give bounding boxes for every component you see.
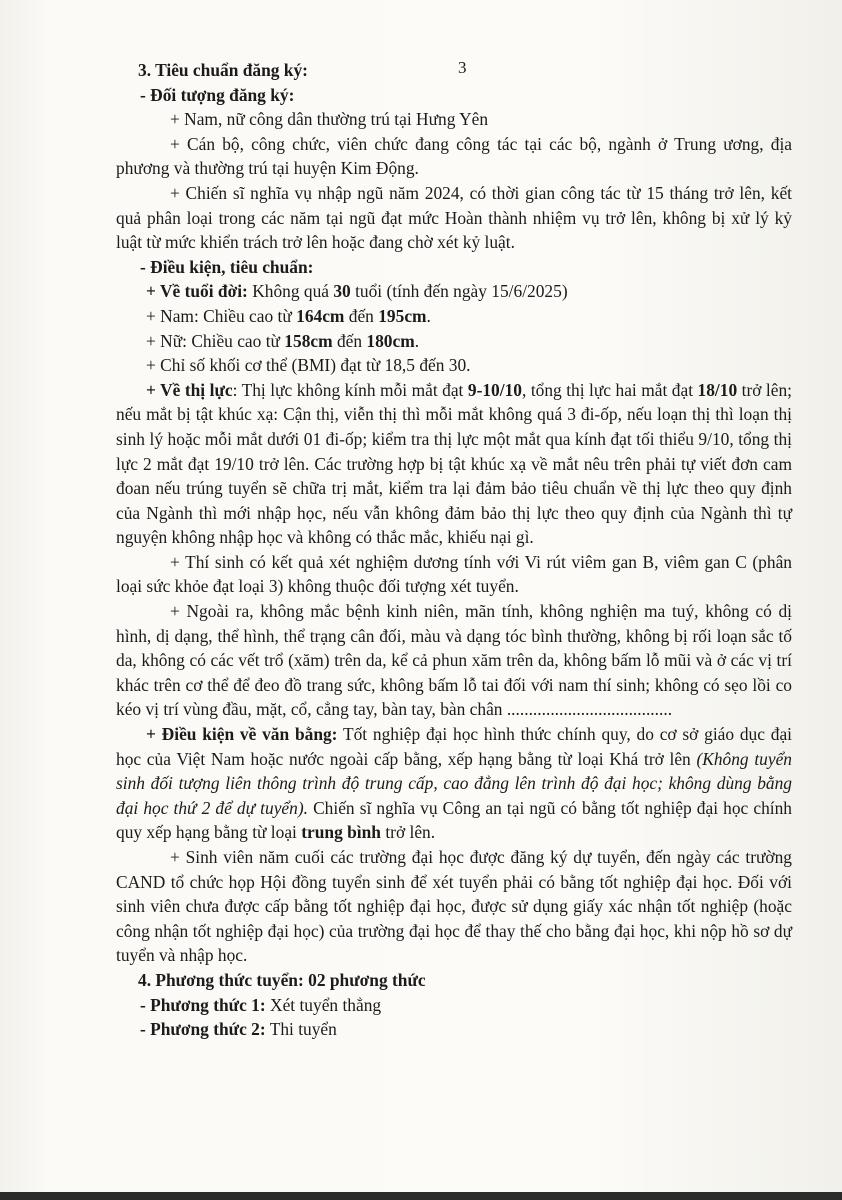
phuong-thuc-2 [116,1017,792,1042]
tuoi-doi-pre: Không quá [247,281,334,302]
tuoi-doi-paragraph [116,279,792,304]
van-bang-mid: Chiến sĩ nghĩa vụ Công an tại ngũ có bằng tốt nghiệp đại học chính quy xếp hạng bằng từ loại [116,797,792,843]
doi-tuong-heading: - Đối tượng đăng ký: [140,84,295,105]
page-number: 3 [458,58,467,77]
nu-height-pre: + Nữ: Chiều cao từ [146,330,285,351]
thi-luc-pre: : Thị lực không kính mỗi mắt đạt [232,379,468,400]
nam-height-paragraph [116,304,792,329]
tuoi-doi-post: tuổi (tính đến ngày 15/6/2025) [350,281,568,302]
section-4-title: 4. Phương thức tuyển: 02 phương thức [138,969,426,990]
nam-height-min: 164cm [296,305,345,326]
doi-tuong-item-3: + Chiến sĩ nghĩa vụ nhập ngũ năm 2024, có thời gian công tác từ 15 tháng trở lên, kết quả phân loại trong các năm tại ngũ đạt mức Hoàn thành nhiệm vụ trở lên, không bị xử lý kỷ luật từ mức khiển trách trở lên hoặc đang chờ xét kỷ luật. [116,182,792,253]
thi-luc-value-2: 18/10 [697,379,738,400]
thi-luc-label: + Về thị lực [146,379,233,400]
thi-luc-post: trở lên; nếu mắt bị tật khúc xạ: Cận thị, viễn thị thì mỗi mắt không quá 3 đi-ốp, nếu loạn thị thì loạn thị sinh lý hoặc mỗi mắt dưới 01 đi-ốp; kiểm tra thị lực một mắt qua kính đạt tối thiểu 9/10, tổng thị lực 2 mắt đạt 19/10 trở lên. Các trường hợp bị tật khúc xạ về mắt nêu trên phải tự viết đơn cam đoan nếu trúng tuyển sẽ chữa trị mắt, kiểm tra lại đảm bảo tiêu chuẩn về thị lực theo quy định của Ngành thì mới nhập học, nếu vẫn không đảm bảo thị lực theo quy định của Ngành thì tự nguyện không nhập học và không có thắc mắc, khiếu nại gì. [116,379,793,548]
phuong-thuc-1-label: - Phương thức 1: [140,994,266,1015]
nu-height-post: . [414,330,420,351]
section-3-title: 3. Tiêu chuẩn đăng ký: [138,60,308,80]
ngoai-ra-paragraph: + Ngoài ra, không mắc bệnh kinh niên, mãn tính, không nghiện ma tuý, không có dị hình, dị dạng, thể hình, thể trạng cân đối, màu và dạng tóc bình thường, không bị rối loạn sắc tố da, không có các vết trổ (xăm) trên da, kể cả phun xăm trên da, không bấm lỗ mũi và ở các vị trí khác trên cơ thể để đeo đồ trang sức, không bấm lỗ tai đối với nam thí sinh; không có sẹo lồi co kéo vị trí vùng đầu, mặt, cổ, cẳng tay, bàn tay, bàn chân ...................................... [116,601,792,720]
document-body [116,58,792,1042]
nu-height-max: 180cm [366,330,415,351]
scan-bottom-edge [0,1192,842,1200]
nu-height-paragraph [116,329,792,354]
tuoi-doi-value: 30 [333,281,351,302]
nam-height-post: . [426,305,431,326]
doi-tuong-item-1: + Nam, nữ công dân thường trú tại Hưng Yên [170,109,489,130]
nu-height-mid: đến [332,330,367,351]
van-bang-note: (Không tuyển sinh đối tượng liên thông trình độ trung cấp, cao đẳng lên trình độ đại học; không dùng bằng đại học thứ 2 để dự tuyển). [116,748,792,818]
dieu-kien-heading: - Điều kiện, tiêu chuẩn: [140,256,314,277]
thi-luc-value-1: 9-10/10 [467,379,522,400]
sinh-vien-paragraph: + Sinh viên năm cuối các trường đại học được đăng ký dự tuyển, đến ngày các trường CAND tổ chức họp Hội đồng tuyển sinh để xét tuyển phải có bằng tốt nghiệp đại học. Đối với sinh viên chưa được cấp bằng tốt nghiệp đại học, được sử dụng giấy xác nhận tốt nghiệp (hoặc công nhận tốt nghiệp đại học) của trường đại học để thay thế cho bằng đại học, khi nộp hồ sơ dự tuyển và nhập học. [116,847,792,966]
van-bang-post: trở lên. [380,822,436,843]
thi-luc-paragraph [116,378,792,550]
tuoi-doi-label: + Về tuổi đời: [146,281,248,302]
van-bang-label: + Điều kiện về văn bằng: [146,724,338,745]
nu-height-min: 158cm [284,330,333,351]
van-bang-rank: trung bình [301,822,381,843]
doi-tuong-item-2: + Cán bộ, công chức, viên chức đang công tác tại các bộ, ngành ở Trung ương, địa phương và thường trú tại huyện Kim Động. [116,133,792,179]
phuong-thuc-1-text: Xét tuyển thẳng [265,994,382,1015]
nam-height-pre: + Nam: Chiều cao từ [146,305,297,326]
phuong-thuc-1 [116,993,792,1018]
van-bang-paragraph [116,722,792,845]
bmi-paragraph: + Chỉ số khối cơ thể (BMI) đạt từ 18,5 đến 30. [146,355,471,376]
nam-height-mid: đến [344,305,379,326]
thi-luc-mid: , tổng thị lực hai mắt đạt [521,379,698,400]
nam-height-max: 195cm [378,305,427,326]
phuong-thuc-2-text: Thi tuyển [265,1019,337,1040]
van-bang-pre: Tốt nghiệp đại học hình thức chính quy, do cơ sở giáo dục đại học của Việt Nam hoặc nước ngoài cấp bằng, xếp hạng bằng từ loại Khá trở lên [116,724,792,769]
phuong-thuc-2-label: - Phương thức 2: [140,1019,266,1040]
viem-gan-paragraph: + Thí sinh có kết quả xét nghiệm dương tính với Vi rút viêm gan B, viêm gan C (phân loại sức khỏe đạt loại 3) không thuộc đối tượng xét tuyển. [116,551,792,597]
